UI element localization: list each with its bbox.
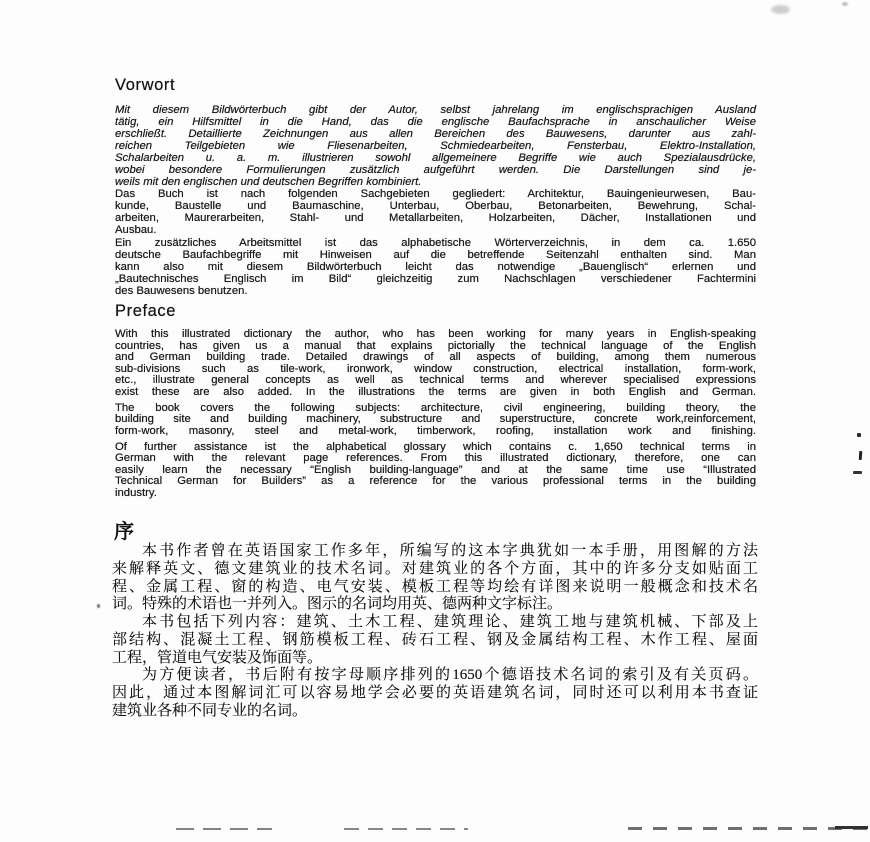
- text-line: kunde, Baustelle und Baumaschine, Unterbau, Oberbau, Betonarbeiten, Bewehrung, Schal-: [115, 200, 756, 213]
- text-line: With this illustrated dictionary the author, who has been working for many years in English-speaking: [115, 328, 756, 340]
- text-line: sub-divisions such as tile-work, ironwork, window construction, electrical installation, form-work,: [115, 362, 756, 375]
- text-line: tätig, ein Hilfsmittel in die Hand, das die englische Baufachsprache in anschaulicher Weise: [115, 116, 756, 129]
- text-line: The book covers the following subjects: architecture, civil engineering, building theory, the: [115, 401, 756, 414]
- text-line: Mit diesem Bildwörterbuch gibt der Autor, selbst jahrelang im englischsprachigen Ausland: [115, 104, 756, 116]
- text-line: weils mit den englischen und deutschen Begriffen kombiniert.: [115, 176, 422, 189]
- scan-mark-right-margin: [859, 451, 863, 460]
- text-line: 因此，通过本图解词汇可以容易地学会必要的英语建筑名词，同时还可以利用本书查证: [112, 685, 758, 701]
- text-line: 工程，管道电气安装及饰面等。: [112, 649, 323, 666]
- text-line: reichen Teilgebieten wie Fliesenarbeiten, Schmiedearbeiten, Fensterbau, Elektro-Installation,: [115, 140, 756, 153]
- text-line: Ausbau.: [115, 224, 157, 237]
- text-line: 建筑业各种不同专业的名词。: [112, 702, 308, 719]
- text-line: arbeiten, Maurerarbeiten, Stahl- und Metallarbeiten, Holzarbeiten, Dächer, Installationen und: [115, 212, 756, 225]
- scan-dash-bottom-right: [835, 826, 868, 829]
- paragraph: [112, 614, 758, 667]
- text-line: Schalarbeiten u. a. m. illustrieren sowohl allgemeinere Begriffe wie auch Spezialausdrücke,: [115, 152, 756, 165]
- paragraph: [115, 403, 756, 438]
- text-line: countries, has given us a manual that explains pictorially the technical language of the English: [115, 339, 756, 352]
- scan-dashes-bottom: [176, 828, 272, 830]
- text-line: easily learn the necessary “English building-language” and at the same time use “Illustrated: [115, 463, 756, 476]
- text-line: form-work, masonry, steel and metal-work, timberwork, roofing, installation work and finishing.: [115, 424, 756, 437]
- text-line: Ein zusätzliches Arbeitsmittel ist das alphabetische Wörterverzeichnis, in dem ca. 1.650: [115, 236, 756, 249]
- text-line: wobei besondere Formulierungen zusätzlich aufgeführt werden. Die Darstellungen sind je-: [115, 164, 756, 177]
- scan-dashes-bottom: [344, 828, 468, 830]
- text-line: 本书作者曾在英语国家工作多年，所编写的这本字典犹如一本手册，用图解的方法: [142, 543, 758, 559]
- paragraph: [112, 543, 758, 614]
- text-line: Technical German for Builders” as a reference for the various professional terms in the building: [115, 475, 756, 487]
- text-line: deutsche Baufachbegriffe mit Hinweisen auf die betreffende Seitenzahl enthalten sind. Man: [115, 248, 756, 261]
- text-line: „Bautechnisches Englisch im Bild“ gleichzeitig zum Nachschlagen verschiedener Fachtermini: [115, 272, 756, 285]
- paragraph: [115, 237, 756, 297]
- paragraph: [115, 442, 756, 500]
- text-line: 为方便读者，书后附有按字母顺序排列的1650个德语技术名词的索引及有关页码。: [142, 667, 758, 684]
- text-line: 部结构、混凝土工程、钢筋模板工程、砖石工程、钢及金属结构工程、木作工程、屋面: [112, 631, 758, 648]
- vorwort-heading: Vorwort: [115, 76, 176, 94]
- scan-smudge-top-right: [771, 5, 790, 14]
- text-line: 来解释英文、德文建筑业的技术名词。对建筑业的各个方面，其中的许多分支如贴面工: [112, 560, 758, 577]
- text-line: 本书包括下列内容：建筑、土木工程、建筑理论、建筑工地与建筑机械、下部及上: [142, 614, 758, 630]
- scan-dashes-bottom: [628, 827, 868, 830]
- text-line: exist these are also added. In the illustrations the terms are given in both English and German.: [115, 385, 756, 398]
- text-line: and German building trade. Detailed drawings of all aspects of building, among them numerous: [115, 351, 756, 363]
- text-line: Of further assistance ist the alphabetical glossary which contains c. 1,650 technical terms in: [115, 440, 756, 453]
- text-line: 程、金属工程、窗的构造、电气安装、模板工程等均绘有详图来说明一般概念和技术名: [112, 578, 758, 595]
- text-line: erschließt. Detaillierte Zeichnungen aus allen Bereichen des Bauwesens, darunter aus zahl-: [115, 128, 756, 141]
- text-line: German with the relevant page references. From this illustrated dictionary, therefore, one can: [115, 452, 756, 464]
- text-line: Das Buch ist nach folgenden Sachgebieten gegliedert: Architektur, Bauingenieurwesen, Bau-: [115, 188, 756, 201]
- text-line: industry.: [115, 486, 157, 499]
- chinese-preface-heading: 序: [114, 521, 134, 543]
- paragraph: [115, 104, 756, 188]
- scan-speck-top-right: [842, 2, 848, 6]
- text-line: 词。特殊的术语也一并列入。图示的名词均用英、德两种文字标注。: [112, 596, 563, 613]
- text-line: etc., illustrate general concepts as well as technical terms and wherever specialised expressions: [115, 374, 756, 386]
- paragraph: [112, 667, 758, 720]
- text-line: building site and building machinery, substructure and superstructure, concrete work,reinforcement,: [115, 413, 756, 425]
- vorwort-text-block: [115, 104, 756, 297]
- scan-dot-left-margin: [97, 604, 100, 608]
- chinese-preface-text-block: [112, 543, 758, 721]
- paragraph: [115, 188, 756, 236]
- scan-mark-right-margin: [857, 433, 861, 437]
- scan-mark-right-margin: [853, 471, 862, 474]
- preface-text-block: [115, 329, 756, 499]
- preface-heading: Preface: [115, 302, 177, 320]
- paragraph: [115, 329, 756, 398]
- text-line: des Bauwesens benutzen.: [115, 284, 248, 297]
- text-line: kann also mit diesem Bildwörterbuch leicht das notwendige „Bauenglisch“ erlernen und: [115, 260, 756, 273]
